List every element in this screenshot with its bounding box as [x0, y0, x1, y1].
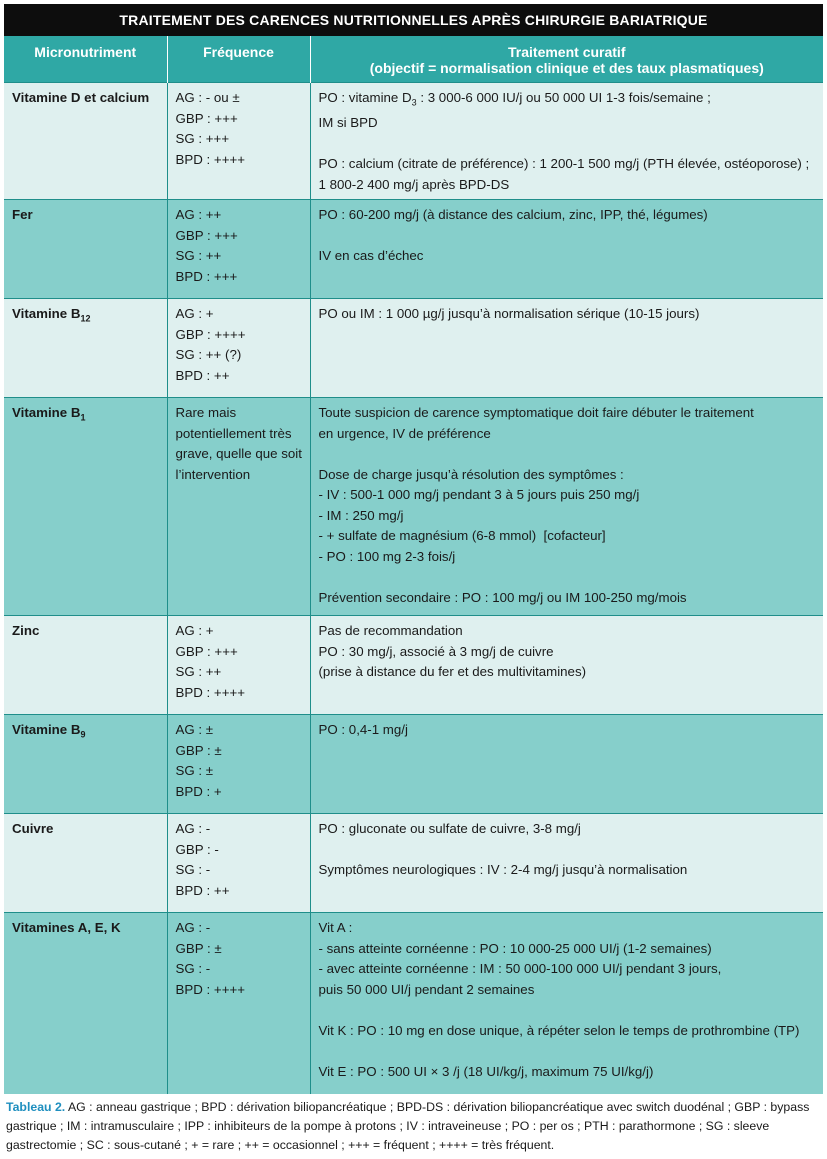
frequency-cell [167, 715, 310, 814]
table-title: TRAITEMENT DES CARENCES NUTRITIONNELLES APRÈS CHIRURGIE BARIATRIQUE [4, 4, 823, 36]
treatment-line: PO : 60-200 mg/j (à distance des calcium, zinc, IPP, thé, légumes) [318, 207, 708, 223]
table-row [4, 814, 823, 913]
treatment-cell [310, 715, 823, 814]
frequency-line: GBP : - [175, 841, 219, 857]
treatment-line: Pas de recommandation [318, 623, 463, 639]
header-row [4, 36, 823, 83]
treatment-cell [310, 398, 823, 616]
frequency-line: SG : ++ [175, 248, 222, 264]
frequency-cell [167, 200, 310, 299]
frequency-cell [167, 814, 310, 913]
micronutrient-name: Vitamine $B_1$ [4, 398, 167, 616]
treatment-line: IM si BPD [318, 115, 378, 131]
table-row [4, 715, 823, 814]
frequency-cell [167, 299, 310, 398]
treatment-line: - IV : 500-1 000 mg/j pendant 3 à 5 jours puis 250 mg/j [318, 487, 640, 503]
treatment-cell [310, 83, 823, 200]
header-micronutriment: Micronutriment [4, 36, 167, 83]
frequency-line: SG : ± [175, 763, 214, 779]
table-row [4, 200, 823, 299]
frequency-line: AG : - [175, 821, 211, 837]
nutrition-table [4, 36, 823, 1094]
micronutrient-name: Vitamine D et calcium [4, 83, 167, 200]
treatment-line: PO ou IM : 1 000 µg/j jusqu’à normalisation sérique (10-15 jours) [318, 306, 700, 322]
caption-text: AG : anneau gastrique ; BPD : dérivation biliopancréatique ; BPD-DS : dérivation biliopancréatique avec switch duodénal ; GBP : bypass gastrique ; IM : intramusculaire ; IPP : inhibiteurs de la pompe à protons ; IV : intraveineuse ; PO : per os ; PTH : parathormone ; SG : sleeve gastrectomie ; SC : sous-cutané ; + = rare ; ++ = occasionnel ; +++ = fréquent ; ++++ = très fréquent. [6, 1100, 810, 1153]
treatment-line: Symptômes neurologiques : IV : 2-4 mg/j jusqu’à normalisation [318, 862, 688, 878]
treatment-line: Vit E : PO : 500 UI × 3 /j (18 UI/kg/j, maximum 75 UI/kg/j) [318, 1063, 654, 1079]
micronutrient-name: Vitamine $B_{12}$ [4, 299, 167, 398]
frequency-line: AG : - [175, 920, 211, 936]
treatment-line: - IM : 250 mg/j [318, 507, 404, 523]
frequency-cell [167, 398, 310, 616]
micronutrient-name: Vitamine $B_9$ [4, 715, 167, 814]
frequency-line: BPD : ++++ [175, 684, 245, 700]
treatment-cell [310, 814, 823, 913]
table-container [4, 4, 823, 1155]
frequency-line: SG : +++ [175, 131, 230, 146]
treatment-cell [310, 200, 823, 299]
micronutrient-name: Fer [4, 200, 167, 299]
table-row [4, 83, 823, 200]
micronutrient-name: Zinc [4, 616, 167, 715]
frequency-cell [167, 83, 310, 200]
treatment-line: puis 50 000 UI/j pendant 2 semaines [318, 981, 535, 997]
treatment-line: Toute suspicion de carence symptomatique doit faire débuter le traitement [318, 405, 754, 421]
caption-label: Tableau 2. [6, 1100, 66, 1115]
frequency-line: BPD : ++++ [175, 151, 245, 167]
frequency-line: GBP : ± [175, 940, 222, 956]
table-row [4, 616, 823, 715]
frequency-line: BPD : + [175, 783, 222, 799]
treatment-cell [310, 913, 823, 1095]
treatment-line: Vit A : [318, 920, 353, 936]
treatment-line: PO : calcium (citrate de préférence) : 1 200-1 500 mg/j (PTH élevée, ostéoporose) ; [318, 156, 810, 172]
treatment-line: PO : 0,4-1 mg/j [318, 722, 408, 738]
treatment-line: - + sulfate de magnésium (6-8 mmol) [cofacteur] [318, 528, 606, 544]
treatment-line: Dose de charge jusqu’à résolution des symptômes : [318, 466, 624, 482]
treatment-line: PO : 30 mg/j, associé à 3 mg/j de cuivre [318, 643, 554, 659]
frequency-line: AG : + [175, 623, 214, 639]
header-traitement [310, 36, 823, 83]
treatment-line: en urgence, IV de préférence [318, 425, 491, 441]
frequency-cell [167, 616, 310, 715]
treatment-line: - PO : 100 mg 2-3 fois/j [318, 548, 456, 564]
treatment-line: PO : gluconate ou sulfate de cuivre, 3-8 mg/j [318, 821, 581, 837]
treatment-line: - avec atteinte cornéenne : IM : 50 000-100 000 UI/j pendant 3 jours, [318, 961, 722, 977]
frequency-line: GBP : ++++ [175, 326, 246, 342]
table-caption [4, 1098, 823, 1155]
frequency-line: GBP : +++ [175, 110, 238, 126]
frequency-cell [167, 913, 310, 1095]
frequency-line: AG : ± [175, 722, 214, 738]
table-row [4, 913, 823, 1095]
frequency-line: BPD : ++++ [175, 981, 245, 997]
frequency-line: SG : ++ (?) [175, 347, 242, 363]
frequency-line: SG : - [175, 862, 211, 878]
frequency-line: potentiellement très [175, 425, 292, 441]
table-row [4, 299, 823, 398]
frequency-line: GBP : +++ [175, 227, 238, 243]
treatment-line: PO : vitamine $D_3$ : 3 000-6 000 IU/j ou 50 000 UI 1-3 fois/semaine ; [318, 90, 711, 108]
frequency-line: AG : + [175, 306, 214, 322]
micronutrient-name: Vitamines A, E, K [4, 913, 167, 1095]
frequency-line: AG : - ou ± [175, 90, 240, 105]
treatment-line: IV en cas d’échec [318, 248, 424, 264]
header-frequence: Fréquence [167, 36, 310, 83]
treatment-cell [310, 616, 823, 715]
treatment-line: 1 800-2 400 mg/j après BPD-DS [318, 176, 510, 192]
frequency-line: BPD : ++ [175, 367, 230, 383]
frequency-line: BPD : ++ [175, 882, 230, 898]
treatment-line: Vit K : PO : 10 mg en dose unique, à répéter selon le temps de prothrombine (TP) [318, 1022, 800, 1038]
table-row [4, 398, 823, 616]
treatment-line: (prise à distance du fer et des multivitamines) [318, 664, 587, 680]
micronutrient-name: Cuivre [4, 814, 167, 913]
frequency-line: GBP : +++ [175, 643, 238, 659]
treatment-line: Prévention secondaire : PO : 100 mg/j ou IM 100-250 mg/mois [318, 589, 687, 605]
frequency-line: l’intervention [175, 466, 251, 482]
header-traitement-title: Traitement curatif [508, 44, 626, 60]
frequency-line: grave, quelle que soit [175, 446, 302, 462]
frequency-line: SG : ++ [175, 664, 222, 680]
header-traitement-subtitle: (objectif = normalisation clinique et des taux plasmatiques) [369, 60, 764, 76]
frequency-line: AG : ++ [175, 207, 222, 223]
frequency-line: SG : - [175, 961, 211, 977]
frequency-line: BPD : +++ [175, 268, 238, 284]
frequency-line: GBP : ± [175, 742, 222, 758]
treatment-line: - sans atteinte cornéenne : PO : 10 000-25 000 UI/j (1-2 semaines) [318, 940, 712, 956]
treatment-cell [310, 299, 823, 398]
frequency-line: Rare mais [175, 405, 237, 421]
